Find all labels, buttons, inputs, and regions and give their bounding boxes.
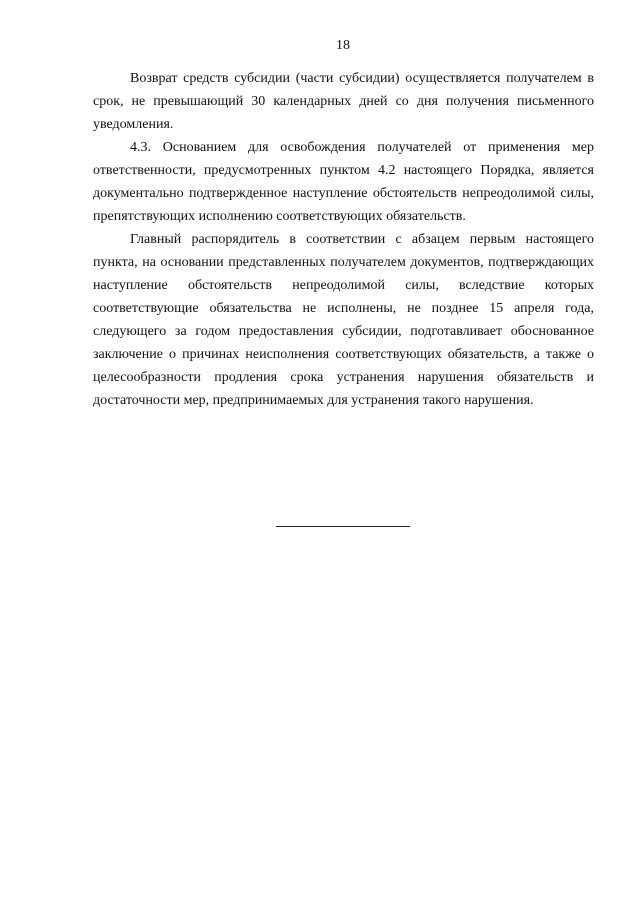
- end-of-text-rule: [276, 526, 410, 527]
- document-body: [93, 67, 594, 412]
- page-number: 18: [336, 38, 350, 53]
- paragraph-4-3-force-majeure: 4.3. Основанием для освобождения получателей от применения мер ответственности, предусмотренных пунктом 4.2 настоящего Порядка, является документально подтвержденное наступление обстоятельств непреодолимой силы, препятствующих исполнению соответствующих обязательств.: [93, 140, 594, 224]
- paragraph-chief-administrator-conclusion: Главный распорядитель в соответствии с абзацем первым настоящего пункта, на основании представленных получателем документов, подтверждающих наступление обстоятельств непреодолимой силы, вследствие которых соответствующие обязательства не исполнены, не позднее 15 апреля года, следующего за годом предоставления субсидии, подготавливает обоснованное заключение о причинах неисполнения соответствующих обязательств, а также о целесообразности продления срока устранения нарушения обязательств и достаточности мер, предпринимаемых для устранения такого нарушения.: [93, 232, 594, 408]
- paragraph-refund-term: Возврат средств субсидии (части субсидии) осуществляется получателем в срок, не превышающий 30 календарных дней со дня получения письменного уведомления.: [93, 71, 594, 132]
